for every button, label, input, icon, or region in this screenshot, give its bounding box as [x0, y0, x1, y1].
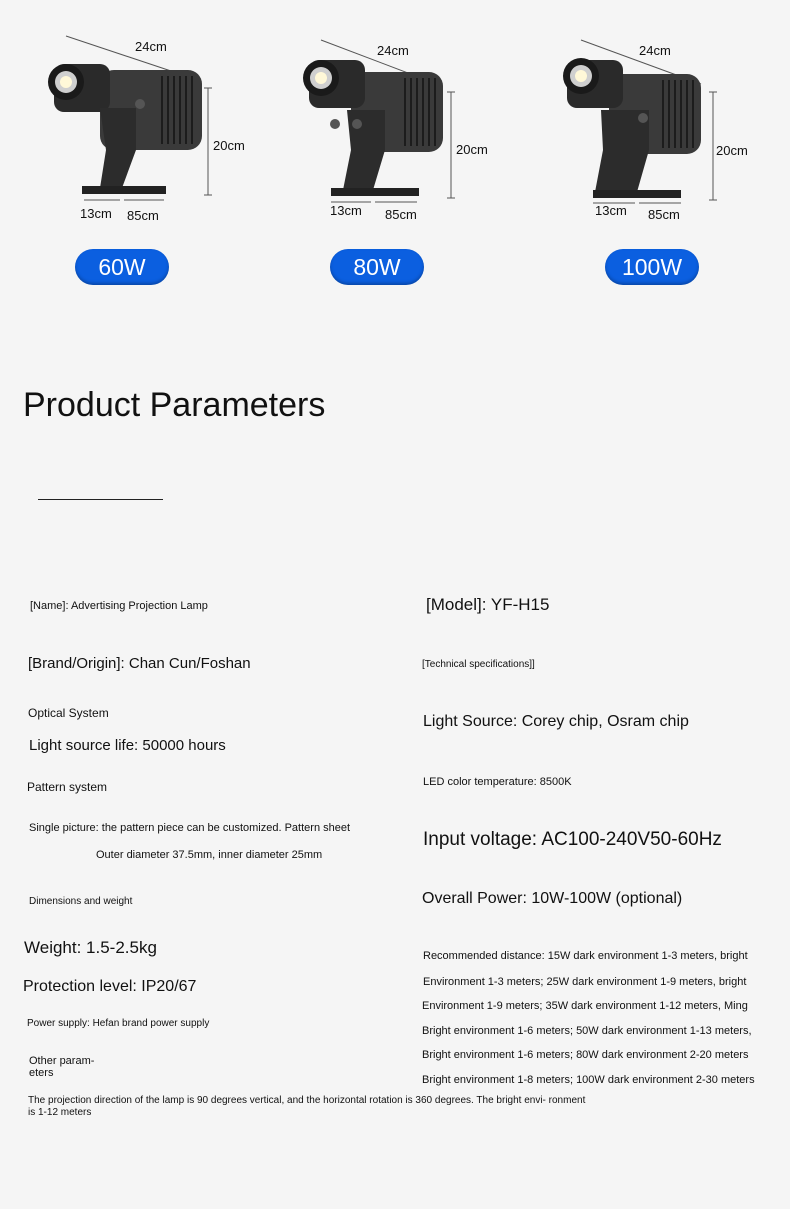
base-right-label: 85cm [385, 207, 417, 222]
param-projection-note: The projection direction of the lamp is 90 degrees vertical, and the horizontal rotation is 360 degrees. The bright envi- ronment is 1-12 meters [28, 1095, 586, 1118]
param-weight: Weight: 1.5-2.5kg [24, 938, 157, 957]
param-color-temp: LED color temperature: 8500K [423, 776, 572, 788]
param-pattern-system: Pattern system [27, 780, 108, 794]
distance-line: Environment 1-9 meters; 35W dark environment 1-12 meters, Ming [422, 1000, 748, 1012]
section-title: Product Parameters [23, 386, 326, 424]
distance-line: Recommended distance: 15W dark environment 1-3 meters, bright [423, 950, 748, 962]
base-right-label: 85cm [648, 207, 680, 222]
width-label: 24cm [639, 43, 671, 58]
power-badge: 80W [330, 249, 424, 285]
distance-line: Environment 1-3 meters; 25W dark environment 1-9 meters, bright [423, 976, 747, 988]
param-model: [Model]: YF-H15 [426, 595, 550, 614]
param-optical-system: Optical System [28, 706, 109, 720]
height-label: 20cm [716, 143, 748, 158]
distance-line: Bright environment 1-6 meters; 50W dark environment 1-13 meters, [422, 1025, 752, 1037]
param-protection: Protection level: IP20/67 [23, 978, 197, 995]
param-light-source: Light Source: Corey chip, Osram chip [423, 713, 689, 730]
param-other: Other param- eters [29, 1055, 95, 1079]
base-left-label: 13cm [80, 206, 112, 221]
height-label: 20cm [213, 138, 245, 153]
param-brand: [Brand/Origin]: Chan Cun/Foshan [28, 655, 251, 672]
base-left-label: 13cm [330, 203, 362, 218]
power-badge: 60W [75, 249, 169, 285]
product-80w [295, 0, 535, 300]
param-overall-power: Overall Power: 10W-100W (optional) [422, 890, 683, 907]
title-underline [38, 499, 163, 500]
param-tech-spec: [Technical specifications]] [422, 659, 535, 670]
power-badge: 100W [605, 249, 699, 285]
param-single-picture: Single picture: the pattern piece can be customized. Pattern sheet [29, 822, 351, 834]
param-outer-diameter: Outer diameter 37.5mm, inner diameter 25mm [96, 849, 323, 861]
param-name: [Name]: Advertising Projection Lamp [30, 600, 208, 612]
product-60w [40, 0, 280, 300]
distance-line: Bright environment 1-6 meters; 80W dark environment 2-20 meters [422, 1049, 749, 1061]
param-light-life: Light source life: 50000 hours [29, 737, 226, 754]
distance-line: Bright environment 1-8 meters; 100W dark environment 2-30 meters [422, 1074, 755, 1086]
base-left-label: 13cm [595, 203, 627, 218]
base-right-label: 85cm [127, 208, 159, 223]
param-power-supply: Power supply: Hefan brand power supply [27, 1018, 210, 1029]
product-100w [553, 0, 790, 300]
width-label: 24cm [377, 43, 409, 58]
param-dimensions-weight: Dimensions and weight [29, 896, 133, 907]
width-label: 24cm [135, 39, 167, 54]
height-label: 20cm [456, 142, 488, 157]
param-input-voltage: Input voltage: AC100-240V50-60Hz [423, 829, 722, 850]
